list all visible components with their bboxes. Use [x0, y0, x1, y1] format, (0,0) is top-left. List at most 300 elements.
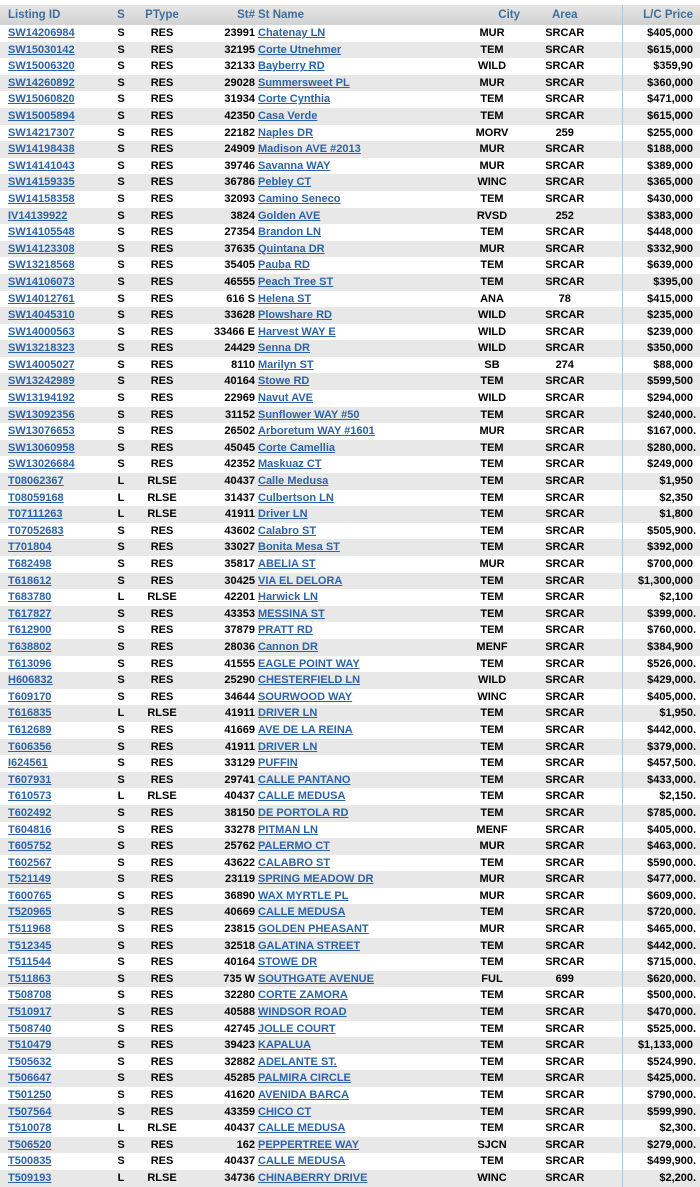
listing-id-link[interactable]: T616835 [8, 707, 52, 720]
cell-status: S [117, 109, 125, 122]
street-name-link[interactable]: Cannon DR [258, 640, 318, 653]
street-name-link[interactable]: SPRING MEADOW DR [258, 873, 374, 886]
street-name-link[interactable]: DE PORTOLA RD [258, 806, 349, 819]
listing-id-link[interactable]: T510078 [8, 1122, 52, 1135]
cell-st-name [256, 456, 464, 473]
listing-id-link[interactable]: SW15005894 [8, 109, 75, 122]
street-name-link[interactable]: Brandon LN [258, 226, 321, 239]
street-name-link[interactable]: PITMAN LN [258, 823, 318, 836]
listing-id-link[interactable]: T600765 [8, 889, 52, 902]
listings-table [0, 5, 700, 1187]
cell-status: S [117, 275, 125, 288]
table-row [0, 390, 700, 407]
cell-ptype: RES [150, 840, 174, 853]
listing-id-link[interactable]: T618612 [8, 574, 52, 587]
cell-area: SRCAR [545, 342, 585, 355]
cell-ptype: RES [150, 458, 174, 471]
column-header-area[interactable]: Area [520, 5, 622, 25]
cell-city: TEM [480, 707, 504, 720]
listing-id-link[interactable]: T605752 [8, 840, 52, 853]
cell-status: S [117, 209, 125, 222]
listing-id-link[interactable]: SW13242989 [8, 375, 75, 388]
listing-id-link[interactable]: T520965 [8, 906, 52, 919]
listing-id-link[interactable]: T701804 [8, 541, 52, 554]
cell-st-name [256, 888, 464, 905]
cell-status: S [117, 259, 125, 272]
cell-st-number: 32280 [224, 989, 255, 1002]
cell-status: S [117, 607, 125, 620]
cell-area: SRCAR [545, 159, 585, 172]
cell-ptype: RES [150, 856, 174, 869]
cell-area: SRCAR [545, 956, 585, 969]
cell-city: TEM [480, 591, 504, 604]
listing-id-link[interactable]: I624561 [8, 757, 48, 770]
street-name-link[interactable]: Quintana DR [258, 242, 325, 255]
table-row [0, 1120, 700, 1137]
street-name-link[interactable]: Plowshare RD [258, 309, 332, 322]
street-name-link[interactable]: JOLLE COURT [258, 1022, 336, 1035]
cell-listing-id [0, 274, 110, 291]
listing-id-link[interactable]: T507564 [8, 1105, 52, 1118]
street-name-link[interactable]: PUFFIN [258, 757, 298, 770]
listing-id-link[interactable]: T505632 [8, 1055, 52, 1068]
listing-id-link[interactable]: SW14012761 [8, 292, 75, 305]
cell-area: SRCAR [545, 192, 585, 205]
cell-ptype: RES [150, 773, 174, 786]
cell-area: SRCAR [545, 508, 585, 521]
street-name-link[interactable]: Harwick LN [258, 591, 318, 604]
listing-id-link[interactable]: SW13076653 [8, 425, 75, 438]
cell-status: L [117, 508, 125, 521]
listing-id-link[interactable]: T501250 [8, 1089, 52, 1101]
cell-area: SRCAR [545, 856, 585, 869]
cell-status: S [117, 309, 125, 322]
cell-st-name [256, 423, 464, 440]
street-name-link[interactable]: Peach Tree ST [258, 275, 334, 288]
street-name-link[interactable]: CALLE PANTANO [258, 773, 351, 786]
cell-st-number: 42352 [224, 458, 255, 471]
cell-lc-price: $2,300. [622, 1120, 700, 1137]
cell-ptype: RES [150, 43, 174, 56]
price-value: $457,500 [647, 757, 693, 770]
street-name-link[interactable]: Calabro ST [258, 524, 317, 537]
cell-listing-id [0, 672, 110, 689]
listing-id-link[interactable]: T07052683 [8, 524, 64, 537]
listing-id-link[interactable]: T511863 [8, 972, 51, 985]
street-name-link[interactable]: Navut AVE [258, 392, 314, 405]
street-name-link[interactable]: Savanna WAY [258, 159, 331, 172]
listing-id-link[interactable]: T511544 [8, 956, 51, 969]
cell-status: S [117, 574, 125, 587]
street-name-link[interactable]: Pauba RD [258, 259, 310, 272]
cell-status: S [117, 939, 125, 952]
cell-st-name [256, 42, 464, 59]
cell-lc-price: $379,000. [622, 739, 700, 756]
price-value: $399,000 [647, 607, 693, 620]
street-name-link[interactable]: DRIVER LN [258, 740, 318, 753]
listing-id-link[interactable]: T613096 [8, 657, 52, 670]
cell-ptype: RES [150, 690, 174, 703]
listing-id-link[interactable]: SW15030142 [8, 43, 75, 56]
street-name-link[interactable]: DRIVER LN [258, 707, 318, 720]
cell-listing-id [0, 340, 110, 357]
cell-ptype: RES [150, 640, 174, 653]
column-header-status[interactable]: S [110, 5, 132, 25]
price-value: $477,000 [647, 873, 693, 886]
cell-st-name [256, 440, 464, 457]
street-name-link[interactable]: GALATINA STREET [258, 939, 361, 952]
cell-area: SRCAR [545, 325, 585, 338]
listing-id-link[interactable]: T683780 [8, 591, 52, 604]
cell-city: MORV [475, 126, 509, 139]
cell-status: S [117, 375, 125, 388]
listing-id-link[interactable]: SW13092356 [8, 408, 75, 421]
cell-listing-id [0, 158, 110, 175]
cell-lc-price: $790,000. [622, 1087, 700, 1104]
cell-st-name [256, 822, 464, 839]
cell-st-name [256, 390, 464, 407]
table-row [0, 672, 700, 689]
listing-id-link[interactable]: T506647 [8, 1072, 52, 1085]
cell-listing-id [0, 805, 110, 822]
cell-listing-id [0, 473, 110, 490]
cell-st-name [256, 838, 464, 855]
cell-ptype: RLSE [147, 591, 177, 604]
listing-id-link[interactable]: SW14123308 [8, 242, 75, 255]
cell-status: S [117, 226, 125, 239]
street-name-link[interactable]: VIA EL DELORA [258, 574, 343, 587]
listing-id-link[interactable]: SW14000563 [8, 325, 75, 338]
price-value: $279,000 [647, 1138, 693, 1151]
cell-ptype: RES [150, 109, 174, 122]
listing-id-link[interactable]: T521149 [8, 873, 51, 886]
column-header-city[interactable]: City [464, 5, 520, 25]
street-name-link[interactable]: AVE DE LA REINA [258, 723, 353, 736]
column-header-lc-price[interactable]: L/C Price [622, 5, 700, 25]
cell-st-number: 46555 [224, 275, 255, 288]
street-name-link[interactable]: PRATT RD [258, 624, 313, 637]
street-name-link[interactable]: Summersweet PL [258, 76, 350, 89]
cell-status: S [117, 292, 125, 305]
street-name-link[interactable]: Maskuaz CT [258, 458, 322, 471]
street-name-link[interactable]: Chatenay LN [258, 27, 326, 39]
street-name-link[interactable]: Corte Utnehmer [258, 43, 342, 56]
listing-id-link[interactable]: SW14260892 [8, 76, 75, 89]
cell-st-name [256, 1037, 464, 1054]
cell-st-name [256, 241, 464, 258]
price-value: $429,000 [647, 674, 693, 687]
street-name-link[interactable]: KAPALUA [258, 1039, 311, 1052]
cell-st-number: 32518 [224, 939, 255, 952]
cell-st-name [256, 954, 464, 971]
listing-id-link[interactable]: SW14105548 [8, 226, 75, 239]
cell-status: S [117, 325, 125, 338]
listing-id-link[interactable]: T510917 [8, 1006, 52, 1019]
cell-city: WINC [477, 1171, 507, 1184]
street-name-link[interactable]: MESSINA ST [258, 607, 325, 620]
price-value: $405,000 [647, 823, 693, 836]
column-header-ptype[interactable]: PType [132, 5, 192, 25]
street-name-link[interactable]: PALMIRA CIRCLE [258, 1072, 351, 1085]
listing-id-link[interactable]: SW15006320 [8, 60, 75, 73]
price-value: $760,000 [647, 624, 693, 637]
cell-listing-id [0, 722, 110, 739]
cell-area: SRCAR [545, 674, 585, 687]
street-name-link[interactable]: Naples DR [258, 126, 314, 139]
cell-lc-price: $463,000. [622, 838, 700, 855]
cell-city: TEM [480, 458, 504, 471]
price-value: $525,000 [647, 1022, 693, 1035]
cell-city: TEM [480, 723, 504, 736]
cell-lc-price: $1,133,000 [622, 1037, 700, 1054]
street-name-link[interactable]: ADELANTE ST. [258, 1055, 337, 1068]
cell-area: SRCAR [545, 1122, 585, 1135]
street-name-link[interactable]: Driver LN [258, 508, 308, 521]
street-name-link[interactable]: CALLE MEDUSA [258, 1122, 346, 1135]
cell-status: S [117, 126, 125, 139]
street-name-link[interactable]: Marilyn ST [258, 358, 314, 371]
cell-listing-id [0, 606, 110, 623]
street-name-link[interactable]: GOLDEN PHEASANT [258, 923, 369, 936]
cell-ptype: RES [150, 674, 174, 687]
street-name-link[interactable]: Bonita Mesa ST [258, 541, 340, 554]
listing-id-link[interactable]: SW14005027 [8, 358, 75, 371]
street-name-link[interactable]: Senna DR [258, 342, 310, 355]
street-name-link[interactable]: AVENIDA BARCA [258, 1089, 350, 1101]
cell-city: MUR [479, 143, 505, 156]
listing-id-link[interactable]: T500835 [8, 1155, 52, 1168]
listing-id-link[interactable]: IV14139922 [8, 209, 68, 222]
cell-st-name [256, 58, 464, 75]
street-name-link[interactable]: WINDSOR ROAD [258, 1006, 347, 1019]
listing-id-link[interactable]: T512345 [8, 939, 52, 952]
listing-id-link[interactable]: T682498 [8, 558, 52, 570]
cell-st-number: 36890 [224, 889, 255, 902]
cell-listing-id [0, 904, 110, 921]
street-name-link[interactable]: CALLE MEDUSA [258, 906, 346, 919]
column-header-st-number[interactable]: St# [192, 5, 256, 25]
cell-st-number: 29028 [224, 76, 255, 89]
street-name-link[interactable]: Casa Verde [258, 109, 318, 122]
street-name-link[interactable]: CHESTERFIELD LN [258, 674, 361, 687]
listing-id-link[interactable]: T08062367 [8, 475, 64, 488]
listing-id-link[interactable]: T609170 [8, 690, 52, 703]
cell-listing-id [0, 1004, 110, 1021]
table-row [0, 274, 700, 291]
cell-area: SRCAR [545, 408, 585, 421]
cell-lc-price: $405,000. [622, 689, 700, 706]
listing-id-link[interactable]: T602567 [8, 856, 52, 869]
table-row [0, 407, 700, 424]
street-name-link[interactable]: Corte Cynthia [258, 93, 331, 106]
cell-status: S [117, 60, 125, 73]
cell-listing-id [0, 440, 110, 457]
street-name-link[interactable]: CALLE MEDUSA [258, 790, 346, 803]
listing-id-link[interactable]: T612900 [8, 624, 52, 637]
listing-id-link[interactable]: T508708 [8, 989, 52, 1002]
cell-lc-price: $505,900. [622, 523, 700, 540]
cell-ptype: RES [150, 425, 174, 438]
street-name-link[interactable]: EAGLE POINT WAY [258, 657, 360, 670]
cell-st-number: 33466 E [214, 325, 255, 338]
table-row [0, 340, 700, 357]
cell-lc-price: $389,000 [622, 158, 700, 175]
street-name-link[interactable]: SOURWOOD WAY [258, 690, 353, 703]
listing-id-link[interactable]: SW14141043 [8, 159, 75, 172]
column-header-st-name[interactable]: St Name [256, 5, 464, 25]
cell-status: S [117, 558, 125, 570]
street-name-link[interactable]: SOUTHGATE AVENUE [258, 972, 374, 985]
street-name-link[interactable]: Arboretum WAY #1601 [258, 425, 375, 438]
street-name-link[interactable]: CALLE MEDUSA [258, 1155, 346, 1168]
listing-id-link[interactable]: T607931 [8, 773, 52, 786]
listing-id-link[interactable]: SW13218323 [8, 342, 75, 355]
cell-lc-price: $2,100 [622, 589, 700, 606]
cell-city: WILD [477, 309, 507, 322]
cell-listing-id [0, 656, 110, 673]
cell-area: 274 [555, 358, 574, 371]
cell-st-number: 8110 [231, 358, 255, 371]
listing-id-link[interactable]: SW13218568 [8, 259, 75, 272]
listing-id-link[interactable]: SW14045310 [8, 309, 75, 322]
cell-area: SRCAR [545, 723, 585, 736]
listing-id-link[interactable]: SW14217307 [8, 126, 75, 139]
cell-lc-price: $332,900 [622, 241, 700, 258]
cell-st-number: 43602 [224, 524, 255, 537]
cell-st-number: 31437 [224, 491, 255, 504]
listing-id-link[interactable]: SW13026684 [8, 458, 75, 471]
listing-id-link[interactable]: SW14198438 [8, 143, 75, 156]
listing-id-link[interactable]: T509193 [8, 1171, 52, 1184]
street-name-link[interactable]: ABELIA ST [258, 558, 316, 570]
cell-ptype: RES [150, 209, 174, 222]
cell-status: S [117, 624, 125, 637]
cell-st-name [256, 25, 464, 42]
listing-id-link[interactable]: SW13194192 [8, 392, 75, 405]
column-header-listing-id[interactable]: Listing ID [0, 5, 110, 25]
street-name-link[interactable]: Golden AVE [258, 209, 321, 222]
cell-area: SRCAR [545, 989, 585, 1002]
cell-ptype: RES [150, 27, 174, 39]
price-value: $1,950 [659, 707, 693, 720]
cell-ptype: RES [150, 1155, 174, 1168]
listing-id-link[interactable]: T506520 [8, 1138, 52, 1151]
street-name-link[interactable]: CHINABERRY DRIVE [258, 1171, 368, 1184]
cell-st-name [256, 158, 464, 175]
cell-lc-price: $526,000. [622, 656, 700, 673]
street-name-link[interactable]: Helena ST [258, 292, 312, 305]
street-name-link[interactable]: PALERMO CT [258, 840, 330, 853]
cell-st-name [256, 788, 464, 805]
cell-city: WINC [477, 176, 507, 189]
listing-id-link[interactable]: SW14158358 [8, 192, 75, 205]
cell-city: MUR [479, 27, 505, 39]
street-name-link[interactable]: CALABRO ST [258, 856, 331, 869]
listing-id-link[interactable]: SW13060958 [8, 441, 75, 454]
street-name-link[interactable]: PEPPERTREE WAY [258, 1138, 360, 1151]
cell-st-number: 35405 [224, 259, 255, 272]
listing-id-link[interactable]: T602492 [8, 806, 52, 819]
street-name-link[interactable]: WAX MYRTLE PL [258, 889, 349, 902]
listing-id-link[interactable]: SW14159335 [8, 176, 75, 189]
cell-ptype: RES [150, 574, 174, 587]
cell-st-name [256, 1070, 464, 1087]
price-value: $590,000 [647, 856, 693, 869]
street-name-link[interactable]: Bayberry RD [258, 60, 325, 73]
cell-st-number: 25290 [224, 674, 255, 687]
cell-lc-price: $715,000. [622, 954, 700, 971]
cell-area: SRCAR [545, 524, 585, 537]
table-row [0, 357, 700, 374]
cell-status: L [117, 707, 125, 720]
cell-st-name [256, 1021, 464, 1038]
cell-listing-id [0, 639, 110, 656]
listing-id-link[interactable]: T07111263 [8, 508, 63, 521]
cell-st-number: 42201 [224, 591, 255, 604]
cell-st-number: 45045 [224, 441, 255, 454]
street-name-link[interactable]: Culbertson LN [258, 491, 334, 504]
cell-st-number: 33027 [224, 541, 255, 554]
listing-id-link[interactable]: SW14206984 [8, 27, 75, 39]
street-name-link[interactable]: Madison AVE #2013 [258, 143, 361, 156]
cell-status: S [117, 740, 125, 753]
listing-id-link[interactable]: T511968 [8, 923, 51, 936]
listing-id-link[interactable]: T08059168 [8, 491, 64, 504]
street-name-link[interactable]: STOWE DR [258, 956, 318, 969]
listing-id-link[interactable]: SW14106073 [8, 275, 75, 288]
listing-id-link[interactable]: T510479 [8, 1039, 52, 1052]
cell-st-name [256, 307, 464, 324]
cell-ptype: RES [150, 1072, 174, 1085]
cell-ptype: RES [150, 93, 174, 106]
listing-id-link[interactable]: T612689 [8, 723, 52, 736]
cell-ptype: RES [150, 873, 174, 886]
listing-id-link[interactable]: H606832 [8, 674, 53, 687]
cell-ptype: RES [150, 441, 174, 454]
listing-id-link[interactable]: T617827 [8, 607, 52, 620]
street-name-link[interactable]: Sunflower WAY #50 [258, 408, 360, 421]
cell-st-name [256, 539, 464, 556]
cell-st-number: 41911 [225, 508, 255, 521]
cell-ptype: RES [150, 558, 174, 570]
street-name-link[interactable]: Pebley CT [258, 176, 312, 189]
listing-id-link[interactable]: T638802 [8, 640, 52, 653]
street-name-link[interactable]: Calle Medusa [258, 475, 329, 488]
cell-st-name [256, 1104, 464, 1121]
listing-id-link[interactable]: T610573 [8, 790, 52, 803]
listing-id-link[interactable]: T508740 [8, 1022, 52, 1035]
street-name-link[interactable]: Camino Seneco [258, 192, 341, 205]
street-name-link[interactable]: CORTE ZAMORA [258, 989, 348, 1002]
street-name-link[interactable]: CHICO CT [258, 1105, 312, 1118]
street-name-link[interactable]: Harvest WAY E [258, 325, 336, 338]
cell-lc-price: $399,000. [622, 606, 700, 623]
cell-ptype: RES [150, 906, 174, 919]
listing-id-link[interactable]: T606356 [8, 740, 52, 753]
street-name-link[interactable]: Corte Camellia [258, 441, 336, 454]
street-name-link[interactable]: Stowe RD [258, 375, 310, 388]
listing-id-link[interactable]: T604816 [8, 823, 52, 836]
table-row [0, 42, 700, 59]
listing-id-link[interactable]: SW15060820 [8, 93, 75, 106]
table-row [0, 373, 700, 390]
cell-ptype: RES [150, 972, 174, 985]
cell-area: SRCAR [545, 740, 585, 753]
cell-st-name [256, 75, 464, 92]
cell-listing-id [0, 257, 110, 274]
price-value: $463,000 [647, 840, 693, 853]
table-row [0, 1170, 700, 1187]
